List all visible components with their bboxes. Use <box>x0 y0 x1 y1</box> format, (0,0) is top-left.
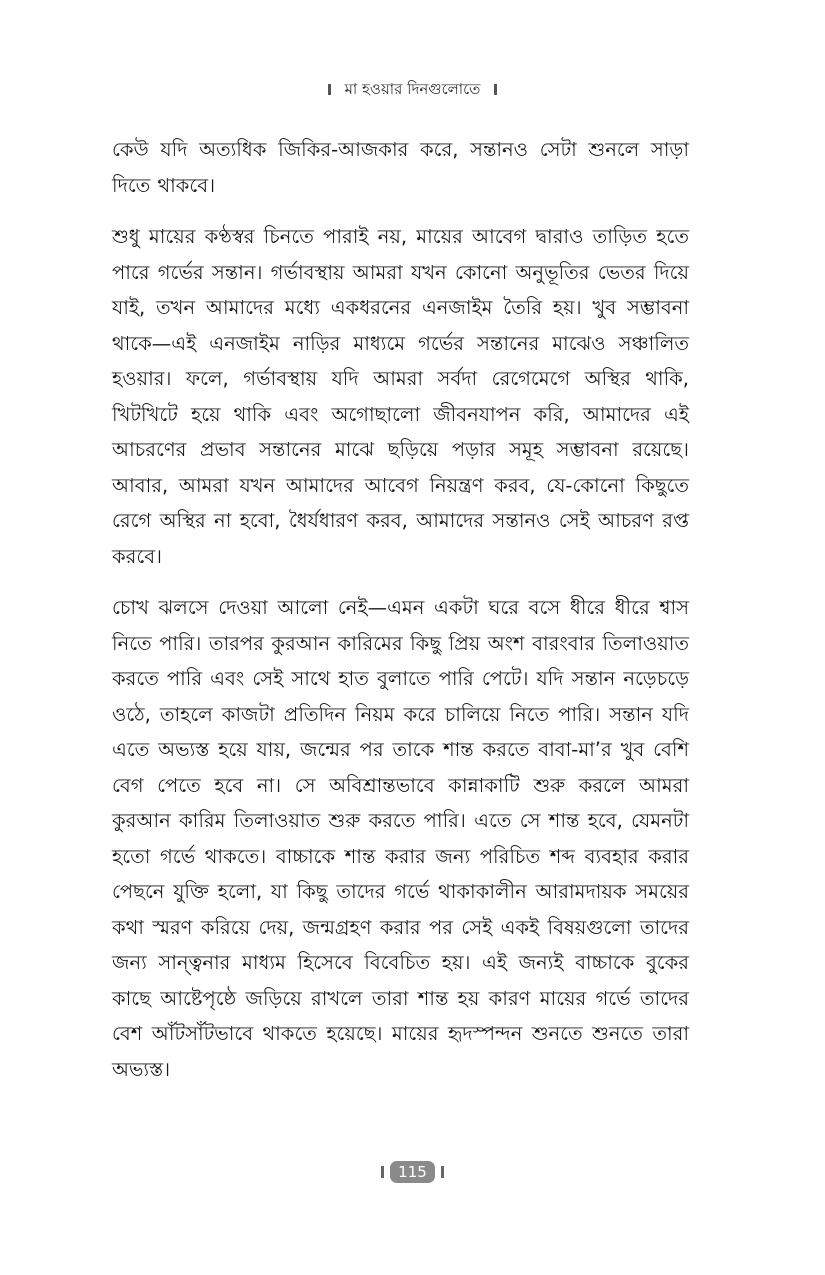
running-title: মা হওয়ার দিনগুলোতে <box>344 80 481 98</box>
page-number: 115 <box>390 1161 435 1183</box>
footer-ornament-left <box>381 1166 384 1178</box>
footer-ornament-right <box>441 1166 444 1178</box>
page-body <box>112 132 689 1103</box>
header-ornament-right <box>494 84 497 95</box>
header-ornament-left <box>328 84 331 95</box>
paragraph-2: শুধু মায়ের কণ্ঠস্বর চিনতে পারাই নয়, মায়ের আবেগ দ্বারাও তাড়িত হতে পারে গর্ভের সন্তান। গর্ভাবস্থায় আমরা যখন কোনো অনুভূতির ভেতর দিয়ে যাই, তখন আমাদের মধ্যে একধরনের এনজাইম তৈরি হয়। খুব সম্ভাবনা থাকে—এই এনজাইম নাড়ির মাধ্যমে গর্ভের সন্তানের মাঝেও সঞ্চালিত হওয়ার। ফলে, গর্ভাবস্থায় যদি আমরা সর্বদা রেগেমেগে অস্থির থাকি, খিটখিটে হয়ে থাকি এবং অগোছালো জীবনযাপন করি, আমাদের এই আচরণের প্রভাব সন্তানের মাঝে ছড়িয়ে পড়ার সমূহ সম্ভাবনা রয়েছে। আবার, আমরা যখন আমাদের আবেগ নিয়ন্ত্রণ করব, যে-কোনো কিছুতে রেগে অস্থির না হবো, ধৈর্যধারণ করব, আমাদের সন্তানও সেই আচরণ রপ্ত করবে। <box>112 225 689 568</box>
paragraph-1: কেউ যদি অত্যধিক জিকির-আজকার করে, সন্তানও সেটা শুনলে সাড়া দিতে থাকবে। <box>112 138 689 197</box>
running-header <box>0 78 825 100</box>
page-footer <box>0 1161 825 1183</box>
paragraph-3: চোখ ঝলসে দেওয়া আলো নেই—এমন একটা ঘরে বসে ধীরে ধীরে শ্বাস নিতে পারি। তারপর কুরআন কারিমের কিছু প্রিয় অংশ বারংবার তিলাওয়াত করতে পারি এবং সেই সাথে হাত বুলাতে পারি পেটে। যদি সন্তান নড়েচড়ে ওঠে, তাহলে কাজটা প্রতিদিন নিয়ম করে চালিয়ে নিতে পারি। সন্তান যদি এতে অভ্যস্ত হয়ে যায়, জন্মের পর তাকে শান্ত করতে বাবা-মা’র খুব বেশি বেগ পেতে হবে না। সে অবিশ্রান্তভাবে কান্নাকাটি শুরু করলে আমরা কুরআন কারিম তিলাওয়াত শুরু করতে পারি। এতে সে শান্ত হবে, যেমনটা হতো গর্ভে থাকতে। বাচ্চাকে শান্ত করার জন্য পরিচিত শব্দ ব্যবহার করার পেছনে যুক্তি হলো, যা কিছু তাদের গর্ভে থাকাকালীন আরামদায়ক সময়ের কথা স্মরণ করিয়ে দেয়, জন্মগ্রহণ করার পর সেই একই বিষয়গুলো তাদের জন্য সান্ত্বনার মাধ্যম হিসেবে বিবেচিত হয়। এই জন্যই বাচ্চাকে বুকের কাছে আষ্টেপৃষ্ঠে জড়িয়ে রাখলে তারা শান্ত হয় কারণ মায়ের গর্ভে তাদের বেশ আঁটসাঁটভাবে থাকতে হয়েছে। মায়ের হৃদস্পন্দন শুনতে শুনতে তারা অভ্যস্ত। <box>112 596 689 1081</box>
